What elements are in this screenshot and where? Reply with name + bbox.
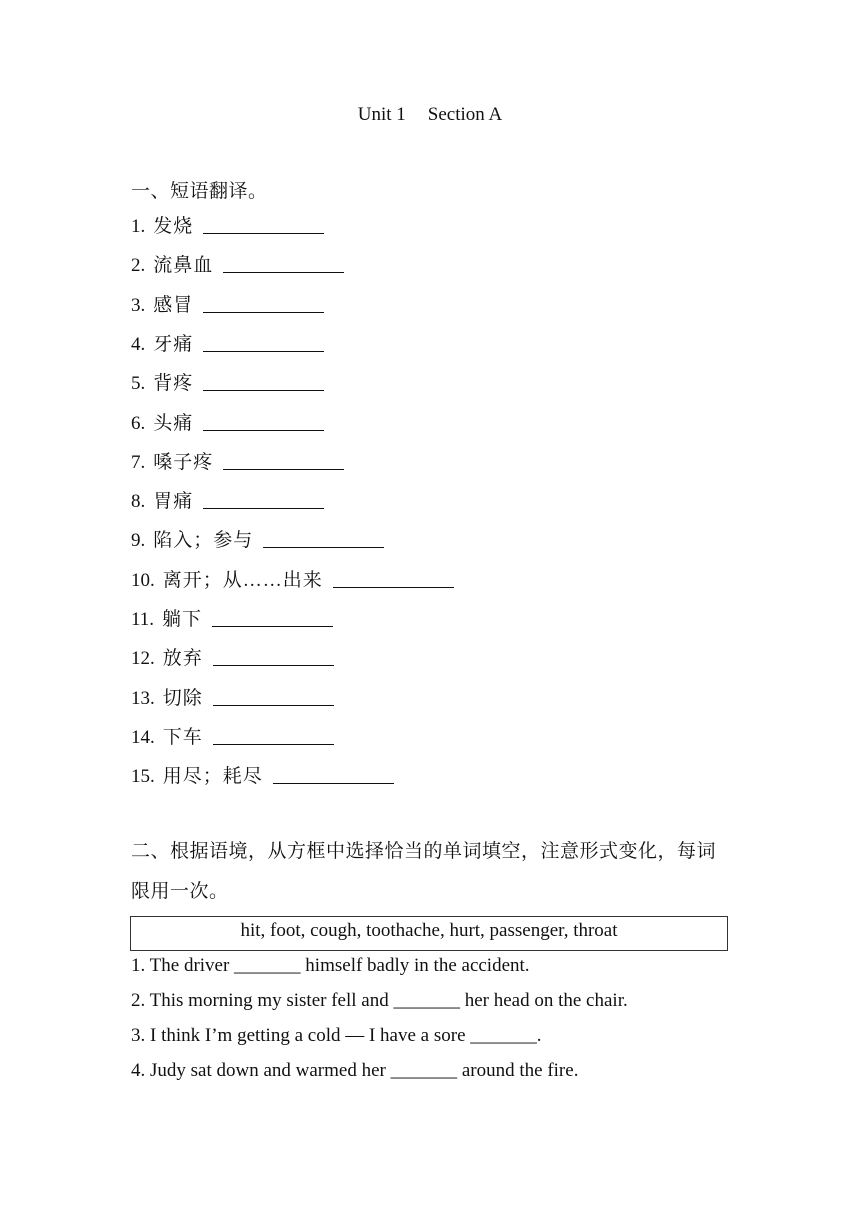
answer-blank[interactable] [203,370,324,391]
item-number: 7. [131,451,146,473]
part2-heading: 二、根据语境，从方框中选择恰当的单词填空，注意形式变化，每词限用一次。 [131,841,717,902]
item-text: 放弃 [162,648,203,670]
item-text: 嗓子疼 [153,451,214,473]
phrase-item [131,331,324,357]
item-number: 10. [131,569,155,591]
item-text: 陷入；参与 [153,530,254,552]
item-number: 4. [131,333,146,355]
item-number: 1. [131,216,146,237]
answer-blank[interactable] [203,331,324,352]
answer-blank[interactable] [223,449,344,470]
item-number: 9. [131,530,146,552]
section-label: Section A [427,104,503,125]
answer-blank[interactable] [223,252,344,273]
item-number: 13. [131,687,155,709]
phrase-item [131,645,334,671]
answer-blank[interactable] [203,410,324,431]
item-text: 感冒 [153,294,194,316]
fill-blank-question: 2. This morning my sister fell and _______ her head on the chair. [131,990,628,1011]
phrase-item [131,370,324,396]
phrase-item [131,527,384,553]
item-number: 11. [131,609,155,630]
phrase-item [131,449,344,475]
answer-blank[interactable] [273,763,394,784]
item-text: 下车 [162,726,203,748]
phrase-item [131,763,394,789]
answer-blank[interactable] [212,606,333,627]
item-number: 3. [131,294,146,316]
answer-blank[interactable] [203,213,324,234]
item-text: 胃痛 [153,491,194,513]
phrase-item [131,488,324,514]
item-number: 12. [131,648,155,670]
phrase-item [131,252,344,278]
item-text: 切除 [162,687,203,709]
phrase-item [131,606,333,632]
word-box: hit, foot, cough, toothache, hurt, passenger, throat [130,916,728,951]
item-text: 离开；从……出来 [162,569,323,591]
item-text: 头痛 [153,412,194,434]
item-text: 背疼 [153,373,194,395]
answer-blank[interactable] [213,685,334,706]
unit-label: Unit 1 [357,104,406,125]
fill-blank-question: 4. Judy sat down and warmed her _______ around the fire. [131,1060,579,1081]
phrase-item [131,213,324,239]
item-text: 流鼻血 [153,255,214,277]
phrase-item [131,724,334,750]
answer-blank[interactable] [263,527,384,548]
item-text: 躺下 [162,609,203,630]
item-number: 8. [131,491,146,513]
item-text: 牙痛 [153,333,194,355]
item-number: 5. [131,373,146,395]
answer-blank[interactable] [203,292,324,313]
item-number: 15. [131,766,155,788]
phrase-item [131,410,324,436]
answer-blank[interactable] [213,645,334,666]
item-number: 6. [131,412,146,434]
answer-blank[interactable] [333,567,454,588]
part1-heading: 一、短语翻译。 [131,181,268,202]
fill-blank-question: 1. The driver _______ himself badly in the accident. [131,955,530,976]
phrase-item [131,292,324,318]
item-number: 14. [131,726,155,748]
phrase-item [131,685,334,711]
item-text: 发烧 [153,216,194,237]
item-number: 2. [131,255,146,277]
page-title [0,104,860,126]
phrase-item [131,567,454,593]
answer-blank[interactable] [203,488,324,509]
item-text: 用尽；耗尽 [162,766,263,788]
answer-blank[interactable] [213,724,334,745]
fill-blank-question: 3. I think I’m getting a cold — I have a sore _______. [131,1025,542,1046]
